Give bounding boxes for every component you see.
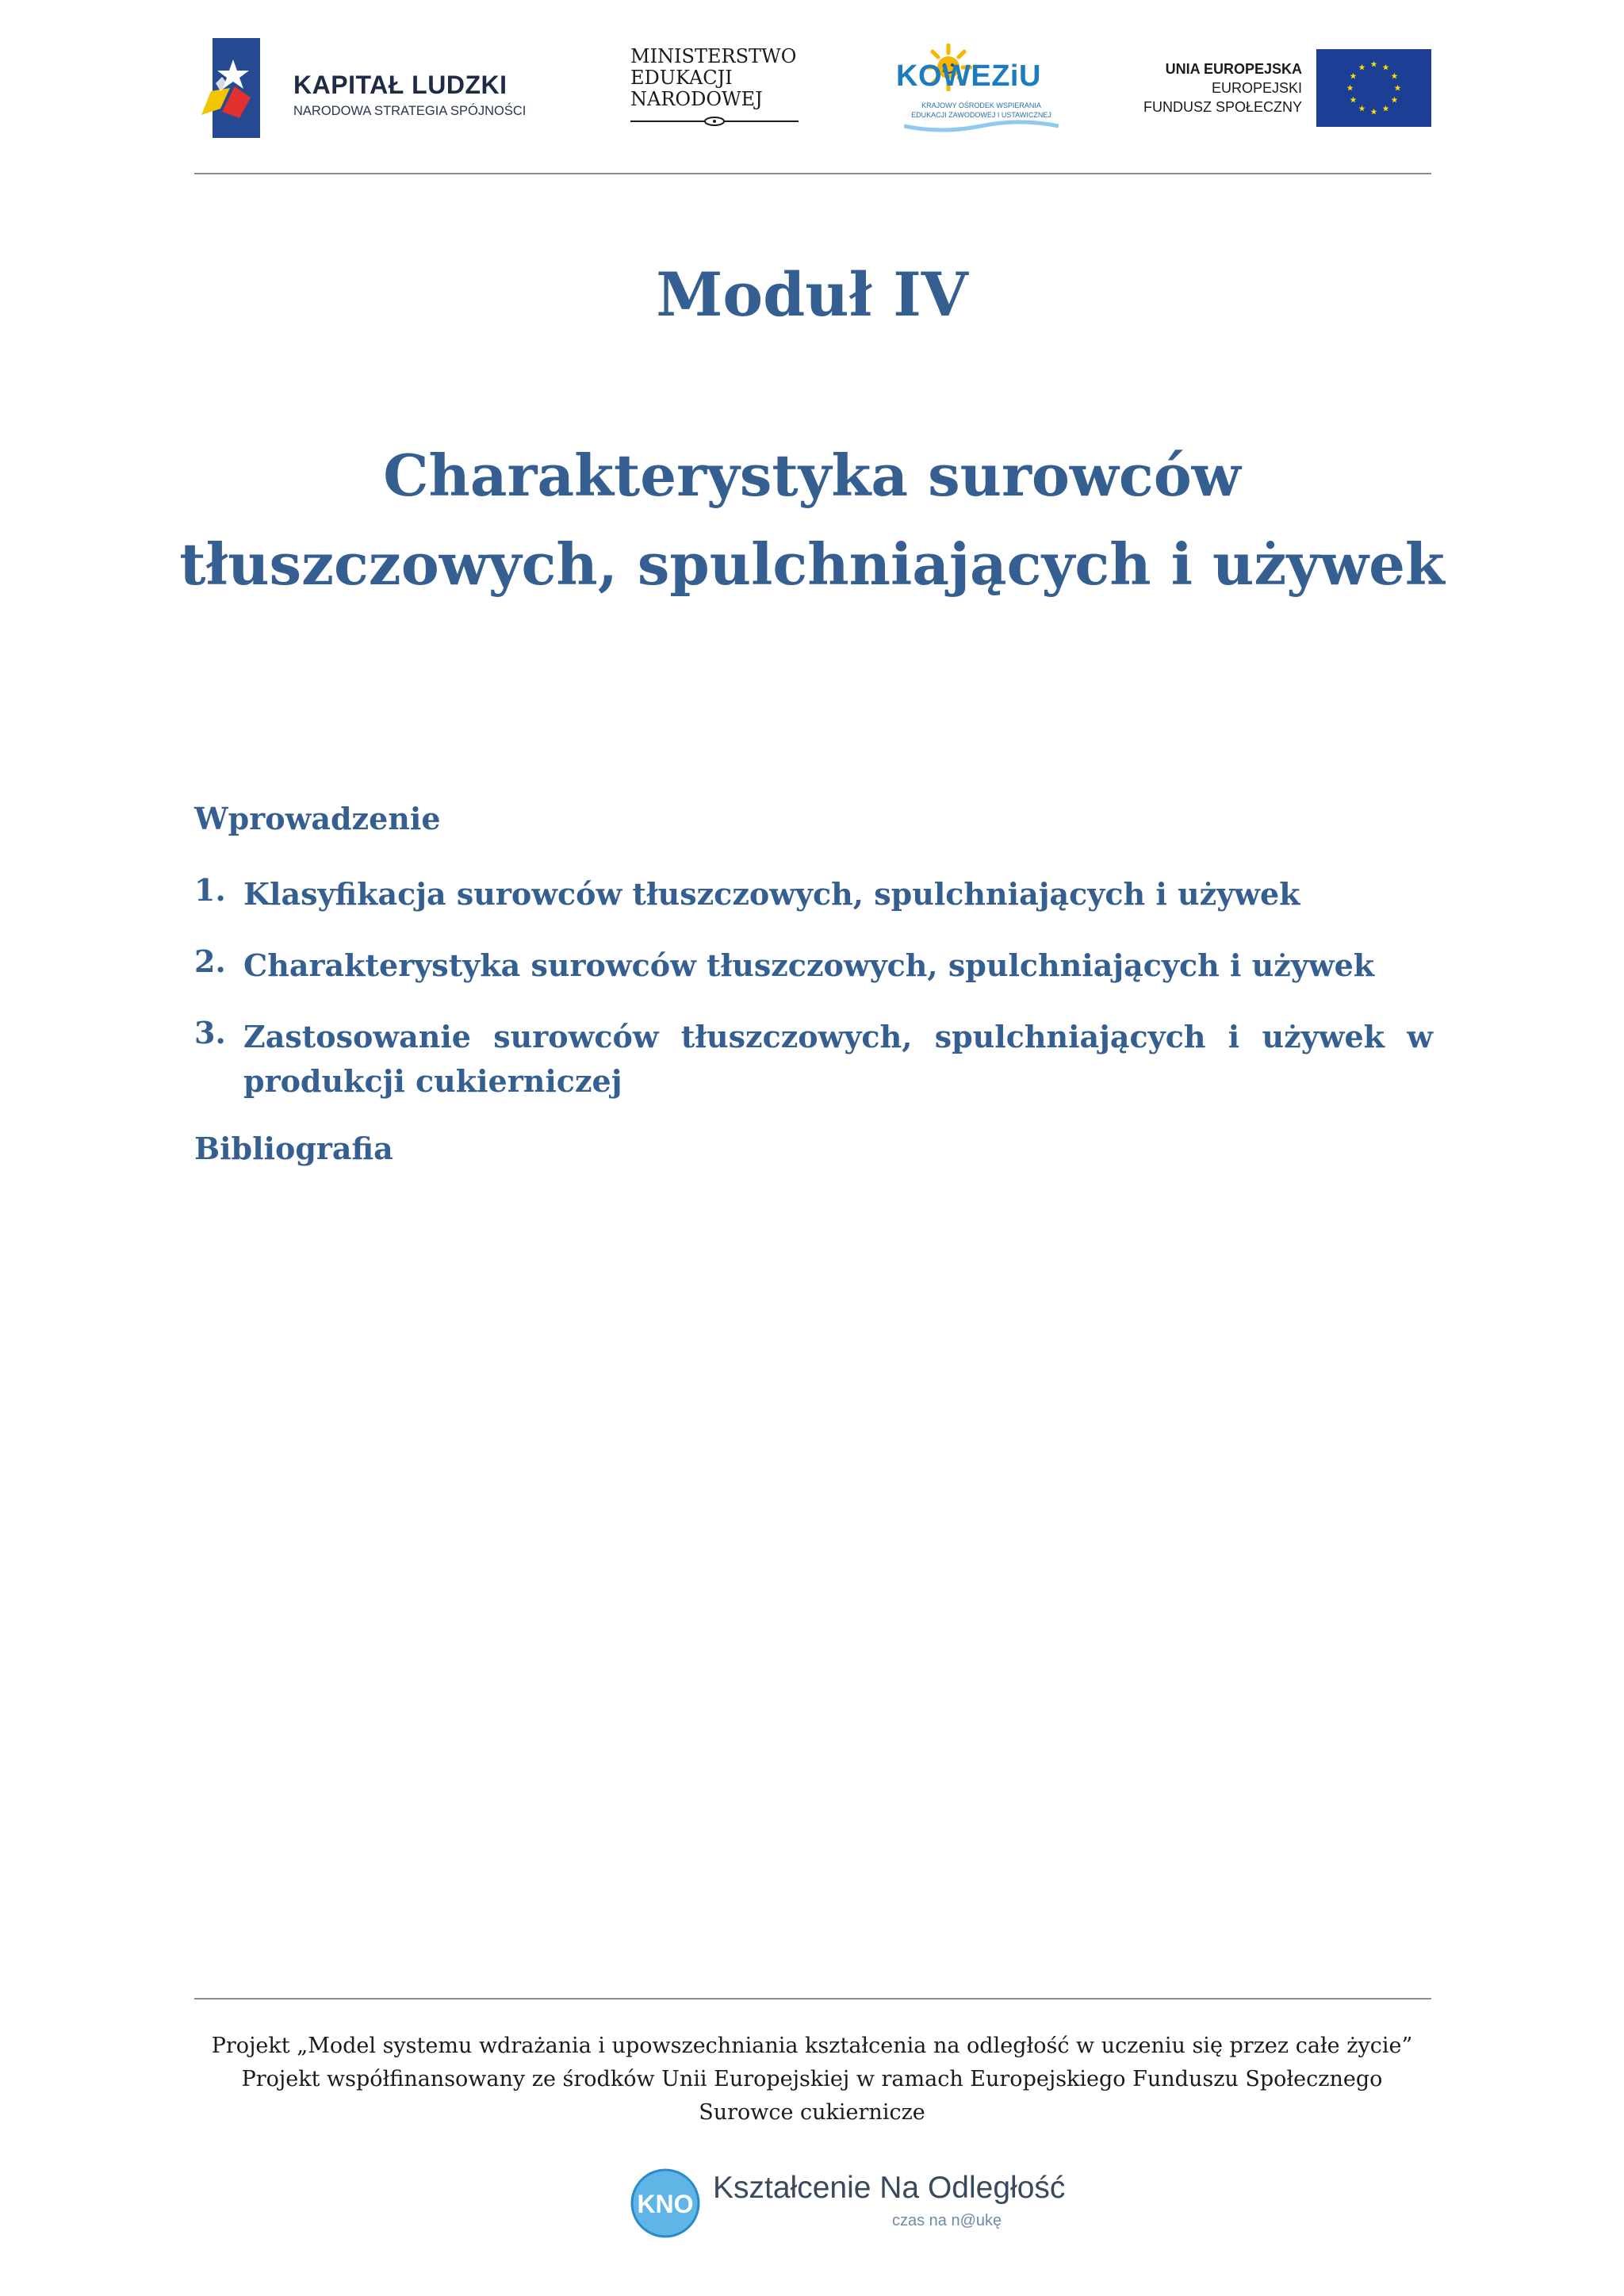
- kno-tagline: czas na n@ukę: [892, 2212, 1002, 2229]
- toc-item-text: Klasyfikacja surowców tłuszczowych, spulchniających i używek: [243, 876, 1300, 912]
- main-title: [0, 431, 1624, 609]
- men-line-3: NARODOWEJ: [630, 88, 763, 110]
- toc-item-text: Zastosowanie surowców tłuszczowych, spulchniających i używek w produkcji cukierniczej: [243, 1019, 1433, 1099]
- toc-item-text: Charakterystyka surowców tłuszczowych, spulchniających i używek: [243, 947, 1375, 983]
- toc-item-number: 1.: [194, 872, 226, 908]
- toc-item-number: 2.: [194, 943, 226, 979]
- main-title-line-2: tłuszczowych, spulchniających i używek: [179, 530, 1445, 598]
- kapital-ludzki-title: KAPITAŁ LUDZKI: [293, 71, 508, 99]
- footer-course-line: Surowce cukiernicze: [699, 2100, 925, 2125]
- ue-line-3: FUNDUSZ SPOŁECZNY: [1143, 99, 1302, 115]
- koweziu-wave: [904, 120, 1059, 134]
- koweziu-sub-1: KRAJOWY OŚRODEK WSPIERANIA: [921, 101, 1041, 109]
- toc-intro[interactable]: Wprowadzenie: [194, 801, 441, 836]
- ue-line-2: EUROPEJSKI: [1211, 80, 1302, 96]
- kapital-ludzki-logo: [198, 36, 531, 143]
- table-of-contents: [194, 801, 1433, 1197]
- kapital-ludzki-subtitle: NARODOWA STRATEGIA SPÓJNOŚCI: [293, 104, 527, 118]
- men-line-1: MINISTERSTWO: [630, 45, 797, 67]
- toc-item-3[interactable]: [194, 1015, 1433, 1104]
- koweziu-sub-2: EDUKACJI ZAWODOWEJ I USTAWICZNEJ: [911, 111, 1051, 119]
- koweziu-name: KOWEZiU: [896, 59, 1041, 93]
- ue-efs-logo: [1134, 49, 1431, 128]
- men-emblem-line: [630, 116, 799, 127]
- toc-item-1[interactable]: [194, 872, 1433, 916]
- toc-item-number: 3.: [194, 1015, 226, 1050]
- eu-flag-icon: [1316, 49, 1431, 127]
- men-line-2: EDUKACJI: [630, 67, 733, 89]
- kno-name: Kształcenie Na Odległość: [713, 2171, 1066, 2205]
- header-divider: [194, 173, 1431, 174]
- footer-divider: [194, 1998, 1431, 1999]
- module-title: Moduł IV: [656, 259, 968, 330]
- kno-logo: [630, 2164, 1066, 2240]
- main-title-line-1: Charakterystyka surowców: [383, 442, 1241, 509]
- toc-item-2[interactable]: [194, 943, 1433, 988]
- ue-line-1: UNIA EUROPEJSKA: [1165, 61, 1302, 77]
- footer-cofinancing-line: Projekt współfinansowany ze środków Unii Europejskiej w ramach Europejskiego Funduszu Społecznego: [241, 2067, 1383, 2091]
- header-logos: [0, 0, 1624, 174]
- ue-text-block: [1134, 59, 1302, 117]
- kno-emblem-icon: [630, 2168, 700, 2238]
- footer-project-line: Projekt „Model systemu wdrażania i upowszechniania kształcenia na odległość w uczeniu się przez całe życie”: [211, 2034, 1413, 2058]
- toc-bibliography[interactable]: Bibliografia: [194, 1131, 393, 1166]
- kno-mark: KNO: [637, 2190, 694, 2218]
- men-logo: [630, 46, 805, 129]
- kapital-ludzki-emblem: [198, 36, 263, 143]
- koweziu-logo: [896, 44, 1067, 135]
